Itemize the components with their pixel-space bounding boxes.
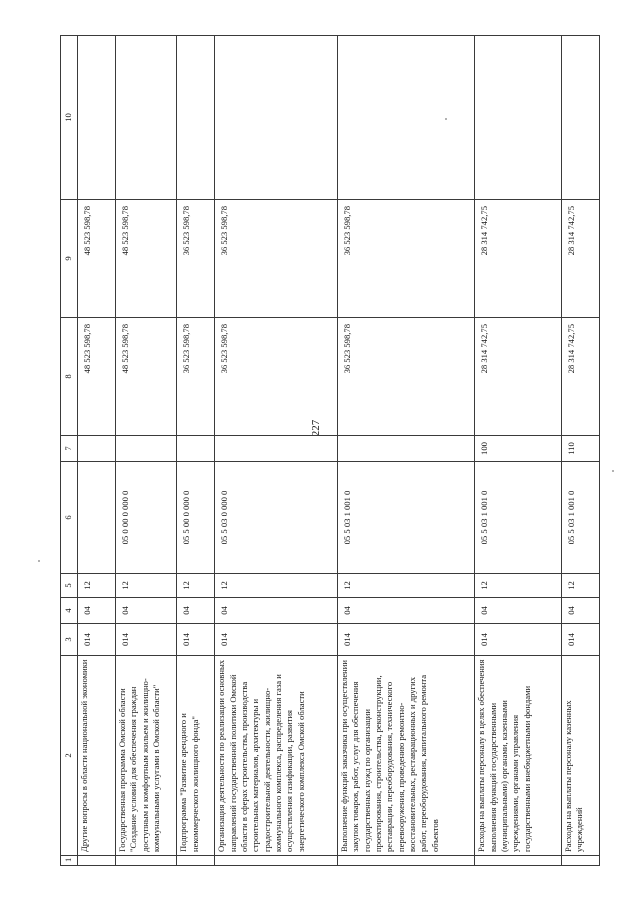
row-amount-9: 36 523 598,78	[215, 200, 338, 318]
row-name: Другие вопросы в области национальной экономики	[78, 656, 116, 856]
row-code-7	[116, 436, 177, 462]
row-code-4: 04	[337, 598, 474, 624]
table-row	[561, 36, 599, 866]
page-number: 227	[310, 419, 322, 437]
row-code-4: 04	[116, 598, 177, 624]
row-index-cell	[337, 856, 474, 866]
row-code-6: 05 5 03 1 001 0	[337, 462, 474, 574]
row-amount-10	[116, 36, 177, 200]
row-amount-8: 36 523 598,78	[177, 318, 215, 436]
row-name: Выполнение функций заказчика при осуществлении закупок товаров, работ, услуг для обеспечения государственных нужд по организации проектирования, строительства, реконструкции, реставрации, переоборудования, технического перевооружения, проведению ремонтно-восстановительных, реставрационных и других работ, переоборудования, капитального ремонта объектов	[337, 656, 474, 856]
row-code-3: 014	[116, 624, 177, 656]
row-index-cell	[116, 856, 177, 866]
row-index-cell	[561, 856, 599, 866]
row-amount-8: 48 523 598,78	[78, 318, 116, 436]
row-index-cell	[177, 856, 215, 866]
table-row	[215, 36, 338, 866]
row-code-3: 014	[78, 624, 116, 656]
row-amount-10	[177, 36, 215, 200]
header-row	[61, 36, 78, 866]
row-code-7	[337, 436, 474, 462]
row-code-7	[177, 436, 215, 462]
row-amount-9: 28 314 742,75	[475, 200, 562, 318]
row-amount-8: 36 523 598,78	[337, 318, 474, 436]
row-code-5: 12	[337, 574, 474, 598]
header-col-3: 3	[61, 624, 78, 656]
row-code-6: 05 5 03 0 000 0	[215, 462, 338, 574]
row-code-6: 05 0 00 0 000 0	[116, 462, 177, 574]
row-code-5: 12	[177, 574, 215, 598]
row-amount-10	[475, 36, 562, 200]
row-code-5: 12	[78, 574, 116, 598]
table-row	[337, 36, 474, 866]
row-code-4: 04	[475, 598, 562, 624]
scan-speck	[38, 560, 40, 562]
row-index-cell	[78, 856, 116, 866]
row-code-3: 014	[177, 624, 215, 656]
row-code-3: 014	[561, 624, 599, 656]
row-code-7: 100	[475, 436, 562, 462]
header-col-5: 5	[61, 574, 78, 598]
row-amount-9: 28 314 742,75	[561, 200, 599, 318]
row-code-6	[78, 462, 116, 574]
table-row	[475, 36, 562, 866]
row-amount-10	[215, 36, 338, 200]
row-code-4: 04	[177, 598, 215, 624]
row-index-cell	[475, 856, 562, 866]
row-amount-10	[78, 36, 116, 200]
row-index-cell	[215, 856, 338, 866]
row-code-6: 05 5 00 0 000 0	[177, 462, 215, 574]
header-col-7: 7	[61, 436, 78, 462]
row-code-5: 12	[116, 574, 177, 598]
row-name: Государственная программа Омской области "Создание условий для обеспечения граждан доступным и комфортным жильем и жилищно-коммунальными услугами в Омской области"	[116, 656, 177, 856]
row-code-4: 04	[215, 598, 338, 624]
header-col-10: 10	[61, 36, 78, 200]
scan-speck	[612, 470, 614, 472]
row-code-5: 12	[475, 574, 562, 598]
row-code-4: 04	[561, 598, 599, 624]
table-row	[177, 36, 215, 866]
row-amount-9: 36 523 598,78	[177, 200, 215, 318]
header-col-1: 1	[61, 856, 78, 866]
row-code-3: 014	[337, 624, 474, 656]
row-amount-8: 48 523 598,78	[116, 318, 177, 436]
row-amount-9: 48 523 598,78	[116, 200, 177, 318]
row-code-7	[78, 436, 116, 462]
budget-table	[60, 35, 600, 866]
row-code-3: 014	[215, 624, 338, 656]
row-amount-8: 36 523 598,78	[215, 318, 338, 436]
header-col-4: 4	[61, 598, 78, 624]
row-name: Организация деятельности по реализации основных направлений государственной политики Омской области в сферах строительства, производства строительных материалов, архитектуры и градостроительной деятельности, жилищно-коммунального комплекса, распределения газа и осуществления газификации, развития энергетического комплекса Омской области	[215, 656, 338, 856]
row-code-5: 12	[561, 574, 599, 598]
row-amount-8: 28 314 742,75	[475, 318, 562, 436]
row-code-6: 05 5 03 1 001 0	[561, 462, 599, 574]
header-col-6: 6	[61, 462, 78, 574]
rotated-table-container	[60, 36, 600, 866]
row-code-5: 12	[215, 574, 338, 598]
row-name: Подпрограмма "Развитие арендного и некоммерческого жилищного фонда"	[177, 656, 215, 856]
row-amount-9: 48 523 598,78	[78, 200, 116, 318]
row-code-3: 014	[475, 624, 562, 656]
row-amount-10	[337, 36, 474, 200]
scan-speck	[445, 118, 447, 120]
row-name: Расходы на выплаты персоналу казенных учреждений	[561, 656, 599, 856]
row-code-7: 110	[561, 436, 599, 462]
header-col-8: 8	[61, 318, 78, 436]
row-code-7	[215, 436, 338, 462]
row-code-6: 05 5 03 1 001 0	[475, 462, 562, 574]
table-row	[116, 36, 177, 866]
header-col-9: 9	[61, 200, 78, 318]
row-amount-10	[561, 36, 599, 200]
row-name: Расходы на выплаты персоналу в целях обеспечения выполнения функций государственными (муниципальными) органами, казенными учреждениями, органами управления государственными внебюджетными фондами	[475, 656, 562, 856]
row-amount-9: 36 523 598,78	[337, 200, 474, 318]
row-amount-8: 28 314 742,75	[561, 318, 599, 436]
header-col-2: 2	[61, 656, 78, 856]
row-code-4: 04	[78, 598, 116, 624]
table-area	[60, 36, 600, 866]
table-row	[78, 36, 116, 866]
